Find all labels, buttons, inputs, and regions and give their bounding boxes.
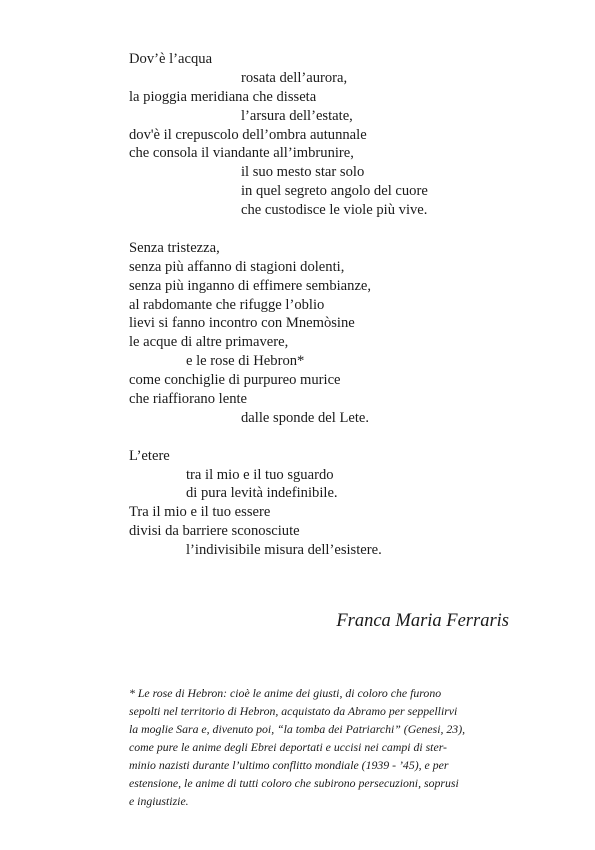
poem	[129, 50, 549, 560]
poem-line: la pioggia meridiana che disseta	[129, 88, 317, 105]
poem-line: le acque di altre primavere,	[129, 334, 289, 351]
poem-line: che riaffiorano lente	[129, 391, 248, 408]
stanza	[129, 239, 549, 428]
footnote	[129, 684, 531, 810]
footnote-line: * Le rose di Hebron: cioè le anime dei giusti, di coloro che furono	[129, 686, 442, 700]
footnote-line: minio nazisti durante l’ultimo conflitto mondiale (1939 - ’45), e per	[129, 758, 449, 772]
poem-line: dov'è il crepuscolo dell’ombra autunnale	[129, 126, 367, 143]
poem-line: l’indivisibile misura dell’esistere.	[186, 542, 382, 559]
stanza	[129, 50, 549, 220]
poem-line: divisi da barriere sconosciute	[129, 523, 300, 540]
author-signature: Franca Maria Ferraris	[336, 611, 509, 631]
poem-line: lievi si fanno incontro con Mnemòsine	[129, 315, 355, 332]
poem-line: senza più inganno di effimere sembianze,	[129, 277, 372, 294]
poem-line: di pura levità indefinibile.	[186, 485, 338, 502]
footnote-line: la moglie Sara e, divenuto poi, “la tomba dei Patriarchi” (Genesi, 23),	[129, 722, 466, 736]
poem-line: in quel segreto angolo del cuore	[241, 183, 428, 200]
poem-line: e le rose di Hebron*	[186, 353, 305, 370]
stanza	[129, 447, 549, 560]
footnote-line: come pure le anime degli Ebrei deportati e uccisi nei campi di ster-	[129, 740, 447, 754]
poem-line: rosata dell’aurora,	[241, 69, 348, 86]
poem-line: che consola il viandante all’imbrunire,	[129, 145, 354, 162]
poem-line: il suo mesto star solo	[241, 164, 365, 181]
stanza-gap	[129, 220, 549, 239]
poem-line: al rabdomante che rifugge l’oblio	[129, 296, 325, 313]
poem-line: tra il mio e il tuo sguardo	[186, 466, 334, 483]
footnote-line: sepolti nel territorio di Hebron, acquistato da Abramo per seppellirvi	[129, 704, 458, 718]
poem-line: senza più affanno di stagioni dolenti,	[129, 258, 345, 275]
poem-line: Tra il mio e il tuo essere	[129, 504, 271, 521]
poem-line: L’etere	[129, 447, 170, 464]
footnote-line: estensione, le anime di tutti coloro che subirono persecuzioni, soprusi	[129, 776, 459, 790]
poem-line: Senza tristezza,	[129, 239, 220, 256]
stanza-gap	[129, 428, 549, 447]
footnote-line: e ingiustizie.	[129, 794, 189, 808]
poem-line: l’arsura dell’estate,	[241, 107, 353, 124]
poem-line: dalle sponde del Lete.	[241, 409, 370, 426]
poem-line: come conchiglie di purpureo murice	[129, 372, 341, 389]
poem-line: che custodisce le viole più vive.	[241, 202, 428, 219]
poem-line: Dov’è l’acqua	[129, 51, 213, 67]
